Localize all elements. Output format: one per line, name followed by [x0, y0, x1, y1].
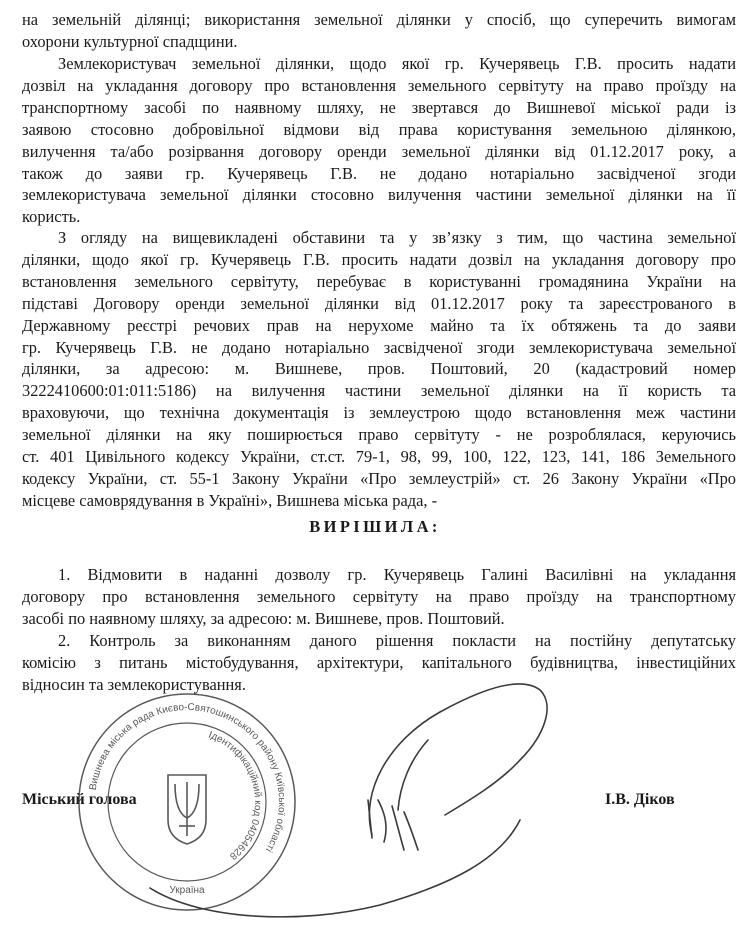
paragraph-land-user	[22, 53, 736, 228]
text-line: 3222410600:01:011:5186) на вилучення частини земельної ділянки на її користь та	[22, 381, 736, 401]
text-line: 2. Контроль за виконанням даного рішення покласти на постійну депутатську	[58, 631, 736, 650]
text-line: вилучення та/або розірвання договору оренди земельної ділянки від 01.12.2017 року, а	[22, 141, 736, 161]
seal-bottom-text: Україна	[169, 885, 205, 896]
decision-heading: ВИРІШИЛА:	[309, 517, 441, 536]
text-line: також до заяви гр. Кучерявець Г.В. не додано нотаріально засвідченої згоди	[22, 163, 736, 183]
text-line: дозвіл на укладання договору про встановлення земельного сервітуту на право проїзду на	[22, 75, 736, 95]
trident-emblem-icon	[168, 775, 206, 844]
text-line: ст. 401 Цивільного кодексу України, ст.ст. 79-1, 98, 99, 100, 122, 123, 141, 186 Земельного	[22, 447, 736, 467]
text-line: встановлення земельного сервітуту, перебуває в користуванні громадянина України на	[22, 271, 736, 291]
text-line: користь.	[22, 207, 81, 227]
paragraph-considering	[22, 227, 736, 512]
intro-paragraph	[22, 9, 736, 53]
text-line: 1. Відмовити в наданні дозволу гр. Кучерявець Галині Василівні на укладання	[58, 565, 736, 584]
text-line: місцеве самоврядування в Україні», Вишнева міська рада, -	[22, 490, 438, 510]
text-line: комісію з питань містобудування, архітектури, капітального будівництва, інвестиційних	[22, 652, 736, 672]
text-line: Землекористувач земельної ділянки, щодо якої гр. Кучерявець Г.В. просить надати	[58, 54, 736, 73]
text-line: кодексу України, ст. 55-1 Закону України «Про землеустрій» ст. 26 Закону України «Про	[22, 468, 736, 488]
text-line: підставі Договору оренди земельної ділянки від 01.12.2017 року та зареєстрованого в	[22, 293, 736, 313]
text-line: гр. Кучерявець Г.В. не додано нотаріально засвідченої згоди землекористувача земельної	[22, 337, 736, 357]
decision-item-1	[22, 564, 736, 630]
text-line: Державному реєстрі речових прав на нерухоме майно та їх обтяжень та до заяви	[22, 315, 736, 335]
seal-inner-text: Ідентифікаційний код 04054628	[206, 729, 264, 862]
text-line: землекористувача земельної ділянки стосовно вилучення частини земельної ділянки на її	[22, 185, 736, 205]
text-line: охорони культурної спадщини.	[22, 31, 238, 51]
seal-outer-text: Вишнева міська рада Києво-Святошинського району Київської області	[87, 701, 288, 854]
text-line: враховуючи, що технічна документація із землеустрою щодо встановлення меж частини	[22, 403, 736, 423]
handwritten-signature	[150, 684, 547, 917]
text-line: заявою стосовно добровільної відмови від права користування земельною ділянкою,	[22, 119, 736, 139]
text-line: на земельній ділянці; використання земельної ділянки у спосіб, що суперечить вимогам	[22, 10, 736, 29]
text-line: ділянки, за адресою: м. Вишневе, пров. Поштовий, 20 (кадастровий номер	[22, 359, 736, 379]
signatory-name: І.В. Діков	[605, 791, 675, 808]
text-line: ділянки, щодо якої гр. Кучерявець Г.В. просить надати дозвіл на укладання договору про	[22, 249, 736, 269]
decision-item-2	[22, 630, 736, 696]
text-line: земельної ділянки на яку поширюється право сервітуту - не розроблялася, керуючись	[22, 425, 736, 445]
signatory-title: Міський голова	[22, 791, 137, 808]
text-line: засобі по наявному шляху, за адресою: м. Вишневе, пров. Поштовий.	[22, 608, 505, 628]
text-line: З огляду на вищевикладені обставини та у зв’язку з тим, що частина земельної	[58, 228, 736, 247]
text-line: транспортному засобі по наявному шляху, не звертався до Вишневої міської ради із	[22, 97, 736, 117]
text-line: договору про встановлення земельного сервітуту на право проїзду на транспортному	[22, 586, 736, 606]
text-line: відносин та землекористування.	[22, 674, 246, 694]
